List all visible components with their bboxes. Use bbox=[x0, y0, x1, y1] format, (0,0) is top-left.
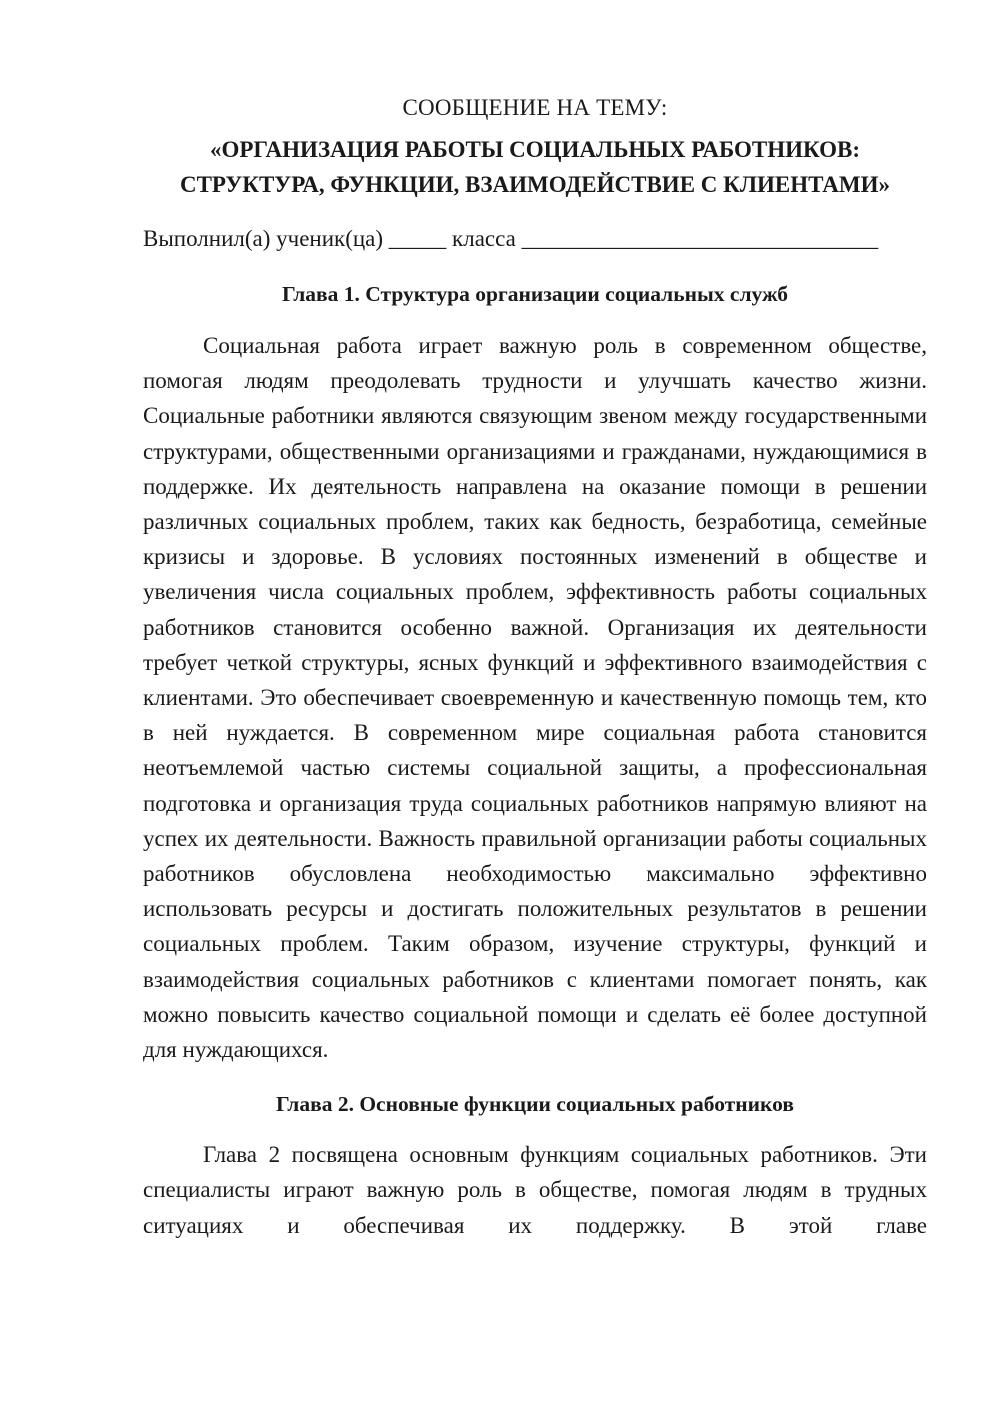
document-header: СООБЩЕНИЕ НА ТЕМУ: bbox=[402, 95, 668, 120]
document-title bbox=[143, 132, 927, 202]
chapter-1-title: Глава 1. Структура организации социальных служб bbox=[281, 282, 789, 306]
chapter-2-paragraph: Глава 2 посвящена основным функциям социальных работников. Эти специалисты играют важную роль в обществе, помогая людям в трудных ситуациях и обеспечивая их поддержку. В этой главе bbox=[143, 1142, 927, 1238]
chapter-2-title: Глава 2. Основные функции социальных работников bbox=[276, 1092, 794, 1117]
author-line: Выполнил(а) ученик(ца) _____ класса _______________________________ bbox=[143, 226, 879, 251]
chapter-1-paragraph: Социальная работа играет важную роль в современном обществе, помогая людям преодолевать трудности и улучшать качество жизни. Социальные работники являются связующим звеном между государственными структурами, общественными организациями и гражданами, нуждающимися в поддержке. Их деятельность направлена на оказание помощи в решении различных социальных проблем, таких как бедность, безработица, семейные кризисы и здоровье. В условиях постоянных изменений в обществе и увеличения числа социальных проблем, эффективность работы социальных работников становится особенно важной. Организация их деятельности требует четкой структуры, ясных функций и эффективного взаимодействия с клиентами. Это обеспечивает своевременную и качественную помощь тем, кто в ней нуждается. В современном мире социальная работа становится неотъемлемой частью системы социальной защиты, а профессиональная подготовка и организация труда социальных работников напрямую влияют на успех их деятельности. Важность правильной организации работы социальных работников обусловлена необходимостью максимально эффективно использовать ресурсы и достигать положительных результатов в решении социальных проблем. Таким образом, изучение структуры, функций и взаимодействия социальных работников с клиентами помогает понять, как можно повысить качество социальной помощи и сделать её более доступной для нуждающихся. bbox=[143, 333, 927, 1063]
document-page bbox=[143, 90, 927, 1243]
title-line-2: СТРУКТУРА, ФУНКЦИИ, ВЗАИМОДЕЙСТВИЕ С КЛИЕНТАМИ» bbox=[179, 172, 890, 197]
title-line-1: «ОРГАНИЗАЦИЯ РАБОТЫ СОЦИАЛЬНЫХ РАБОТНИКОВ: bbox=[209, 137, 861, 162]
